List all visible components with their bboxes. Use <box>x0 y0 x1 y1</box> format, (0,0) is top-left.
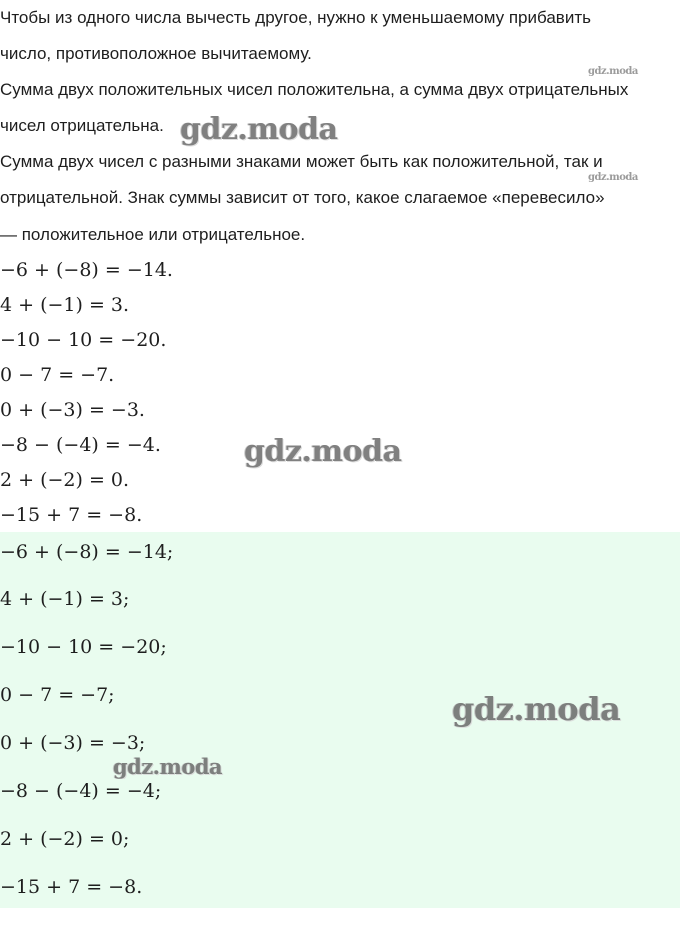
watermark: gdz.moda <box>244 434 402 469</box>
theory-line-4: чисел отрицательна. <box>0 116 164 135</box>
theory-line-5: Сумма двух чисел с разными знаками может быть как положительной, так и <box>0 152 603 171</box>
example-line: 2 + (−2) = 0. <box>0 469 130 491</box>
example-line: −6 + (−8) = −14. <box>0 259 173 281</box>
answer-line: 2 + (−2) = 0; <box>0 828 130 850</box>
example-line: −8 − (−4) = −4. <box>0 434 161 456</box>
theory-line-2: число, противоположное вычитаемому. <box>0 44 312 63</box>
theory-line-1: Чтобы из одного числа вычесть другое, нужно к уменьшаемому прибавить <box>0 8 591 27</box>
answer-line: 0 − 7 = −7; <box>0 684 115 706</box>
watermark: gdz.moda <box>180 112 338 147</box>
example-line: 0 − 7 = −7. <box>0 364 115 386</box>
example-line: 0 + (−3) = −3. <box>0 399 145 421</box>
example-line: −15 + 7 = −8. <box>0 504 143 526</box>
watermark-small: gdz.moda <box>588 172 638 183</box>
example-line: 4 + (−1) = 3. <box>0 294 130 316</box>
example-line: −10 − 10 = −20. <box>0 329 167 351</box>
answer-line: −15 + 7 = −8. <box>0 876 143 898</box>
answer-line: 0 + (−3) = −3; <box>0 732 146 754</box>
answer-line: 4 + (−1) = 3; <box>0 588 130 610</box>
watermark: gdz.moda <box>452 690 621 728</box>
answer-line: −10 − 10 = −20; <box>0 636 167 658</box>
watermark: gdz.moda <box>113 754 223 779</box>
answer-line: −6 + (−8) = −14; <box>0 541 174 563</box>
theory-line-3: Сумма двух положительных чисел положительна, а сумма двух отрицательных <box>0 80 629 99</box>
theory-line-6: отрицательной. Знак суммы зависит от того, какое слагаемое «перевесило» <box>0 188 605 207</box>
watermark-small: gdz.moda <box>588 66 638 77</box>
answer-line: −8 − (−4) = −4; <box>0 780 162 802</box>
theory-line-7: — положительное или отрицательное. <box>0 225 306 244</box>
